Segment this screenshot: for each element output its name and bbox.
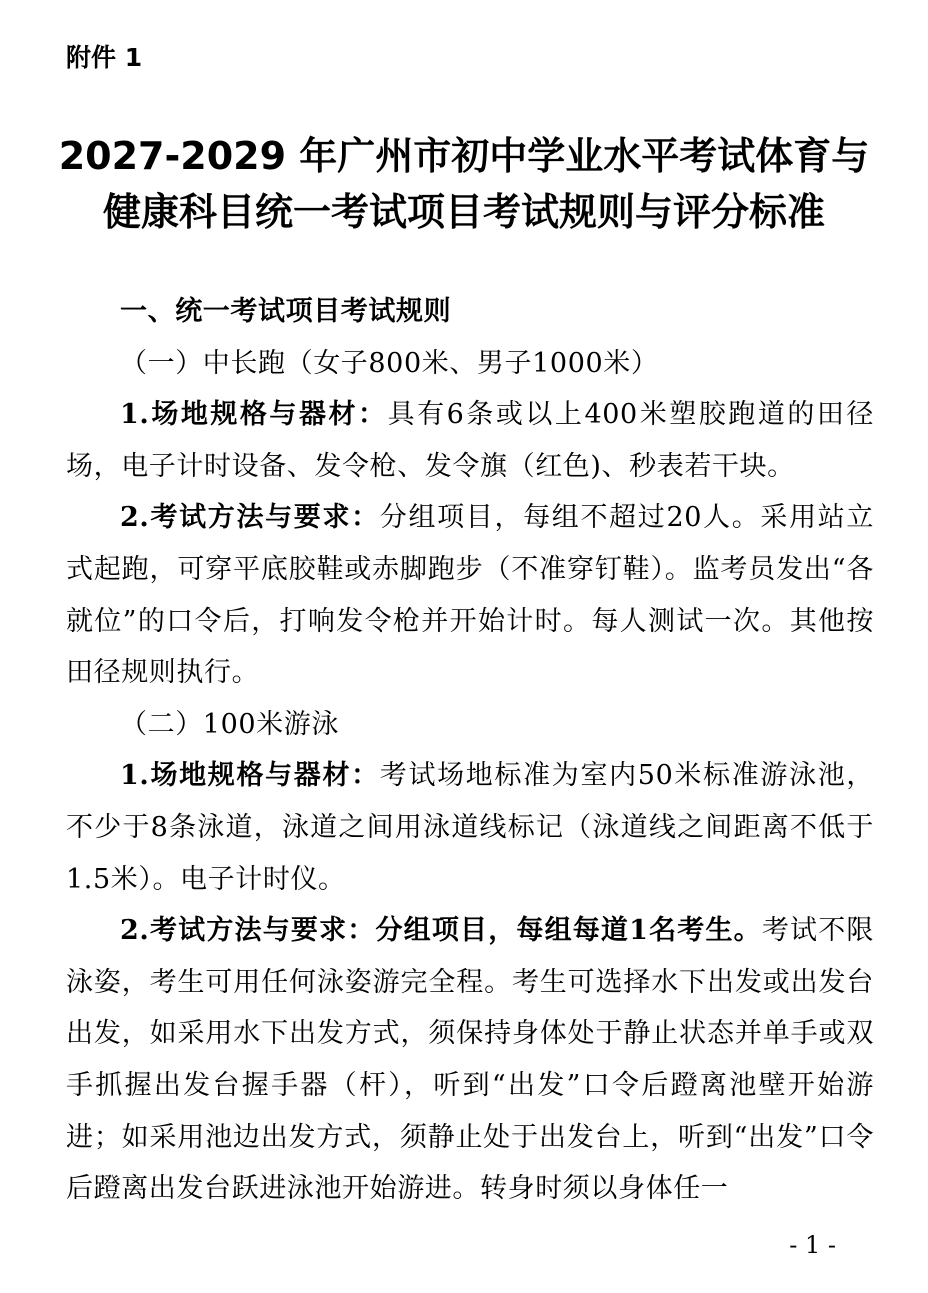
- paragraph-running-method: [66, 492, 874, 698]
- paragraph-swimming-method: [66, 905, 874, 1215]
- paragraph-text: 分组项目，每组不超过20人。采用站立式起跑，可穿平底胶鞋或赤脚跑步（不准穿钉鞋）。监考员发出“各就位”的口令后，打响发令枪并开始计时。每人测试一次。其他按田径规则执行。: [66, 502, 875, 689]
- paragraph-lead: 2.考试方法与要求：分组项目，每组每道1名考生。: [120, 915, 762, 947]
- page-number: - 1 -: [789, 1231, 836, 1259]
- paragraph-running-venue: [66, 389, 874, 492]
- paragraph-lead: 1.场地规格与器材：: [120, 760, 380, 792]
- paragraph-swimming-venue: [66, 750, 874, 905]
- paragraph-lead: 2.考试方法与要求：: [120, 502, 380, 534]
- paragraph-text: 具有6条或以上400米塑胶跑道的田径场，电子计时设备、发令枪、发令旗（红色)、秒表若干块。: [66, 399, 875, 482]
- section-heading: 一、统一考试项目考试规则: [120, 296, 452, 327]
- paragraph-text: 考试场地标准为室内50米标准游泳池，不少于8条泳道，泳道之间用泳道线标记（泳道线之间距离不低于1.5米）。电子计时仪。: [66, 760, 875, 895]
- attachment-label: 附件 1: [66, 43, 143, 72]
- document-title: [40, 128, 888, 240]
- subsection-heading-swimming: （二）100米游泳: [120, 708, 339, 740]
- title-line-2: 健康科目统一考试项目考试规则与评分标准: [102, 190, 825, 234]
- document-body: [66, 286, 874, 1215]
- subsection-heading-running: （一）中长跑（女子800米、男子1000米）: [120, 347, 659, 379]
- paragraph-lead: 1.场地规格与器材：: [120, 399, 388, 431]
- title-line-1: 2027-2029 年广州市初中学业水平考试体育与: [58, 134, 870, 178]
- paragraph-text: 考试不限泳姿，考生可用任何泳姿游完全程。考生可选择水下出发或出发台出发，如采用水下出发方式，须保持身体处于静止状态并单手或双手抓握出发台握手器（杆），听到“出发”口令后蹬离池壁开始游进；如采用池边出发方式，须静止处于出发台上，听到“出发”口令后蹬离出发台跃进泳池开始游进。转身时须以身体任一: [66, 915, 874, 1205]
